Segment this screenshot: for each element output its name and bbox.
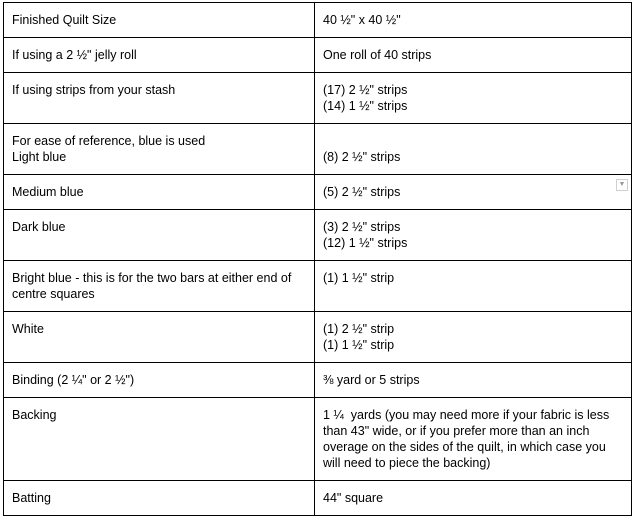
cell-value[interactable]	[315, 210, 632, 261]
cell-text: If using strips from your stash	[12, 83, 176, 97]
cell-text: Finished Quilt Size	[12, 13, 117, 27]
cell-text: Bright blue - this is for the two bars at either end of	[12, 271, 292, 285]
cell-label[interactable]	[4, 124, 315, 175]
table-row-jelly-roll	[4, 38, 632, 73]
table-row-finished-size	[4, 3, 632, 38]
table-row-white	[4, 312, 632, 363]
requirements-table	[3, 2, 632, 516]
cell-value[interactable]	[315, 73, 632, 124]
cell-text: (8) 2 ½" strips	[323, 150, 401, 164]
cell-value[interactable]	[315, 261, 632, 312]
cell-text: ⅜ yard or 5 strips	[323, 373, 420, 387]
table-row-batting	[4, 481, 632, 516]
cell-text: (17) 2 ½" strips	[323, 83, 408, 97]
cell-label[interactable]	[4, 175, 315, 210]
cell-label[interactable]	[4, 3, 315, 38]
cell-value[interactable]	[315, 124, 632, 175]
cell-label[interactable]	[4, 481, 315, 516]
cell-text: overage on the sides of the quilt, in which case you	[323, 440, 606, 454]
table-row-dark-blue	[4, 210, 632, 261]
table-row-stash-strips	[4, 73, 632, 124]
cell-text: (1) 1 ½" strip	[323, 271, 395, 285]
table-row-binding	[4, 363, 632, 398]
cell-value[interactable]	[315, 481, 632, 516]
cell-label[interactable]	[4, 261, 315, 312]
cell-text: Backing	[12, 408, 57, 422]
cell-label[interactable]	[4, 210, 315, 261]
cell-text: (1) 2 ½" strip	[323, 322, 395, 336]
cell-text: (5) 2 ½" strips	[323, 185, 401, 199]
blank-line	[323, 133, 623, 149]
table-row-medium-blue	[4, 175, 632, 210]
cell-value[interactable]	[315, 398, 632, 481]
quilt-requirements-sheet	[3, 2, 631, 516]
cell-label[interactable]	[4, 73, 315, 124]
cell-text: (3) 2 ½" strips	[323, 220, 401, 234]
cell-value[interactable]	[315, 175, 632, 210]
cell-value[interactable]	[315, 312, 632, 363]
cell-label[interactable]	[4, 38, 315, 73]
cell-value[interactable]	[315, 3, 632, 38]
table-row-backing	[4, 398, 632, 481]
cell-label[interactable]	[4, 363, 315, 398]
cell-text: (14) 1 ½" strips	[323, 99, 408, 113]
cell-label[interactable]	[4, 398, 315, 481]
cell-text: Dark blue	[12, 220, 66, 234]
cell-text: For ease of reference, blue is used	[12, 134, 206, 148]
cell-value[interactable]	[315, 38, 632, 73]
cell-text: Batting	[12, 491, 51, 505]
cell-text: 44" square	[323, 491, 384, 505]
cell-text: (1) 1 ½" strip	[323, 338, 395, 352]
cell-text: 40 ½" x 40 ½"	[323, 13, 401, 27]
cell-text: Binding (2 ¼" or 2 ½")	[12, 373, 135, 387]
cell-value[interactable]	[315, 363, 632, 398]
cell-text: than 43" wide, or if you prefer more than an inch	[323, 424, 590, 438]
cell-text: Medium blue	[12, 185, 84, 199]
table-row-light-blue	[4, 124, 632, 175]
cell-text: (12) 1 ½" strips	[323, 236, 408, 250]
cell-text: If using a 2 ½" jelly roll	[12, 48, 137, 62]
cell-text: One roll of 40 strips	[323, 48, 432, 62]
cell-text: 1 ¼ yards (you may need more if your fabric is less	[323, 408, 610, 422]
cell-text: will need to piece the backing)	[323, 456, 491, 470]
cell-text: White	[12, 322, 44, 336]
table-row-bright-blue	[4, 261, 632, 312]
cell-text: centre squares	[12, 287, 95, 301]
cell-label[interactable]	[4, 312, 315, 363]
chevron-down-icon[interactable]: ▼	[616, 179, 628, 191]
cell-text: Light blue	[12, 150, 67, 164]
